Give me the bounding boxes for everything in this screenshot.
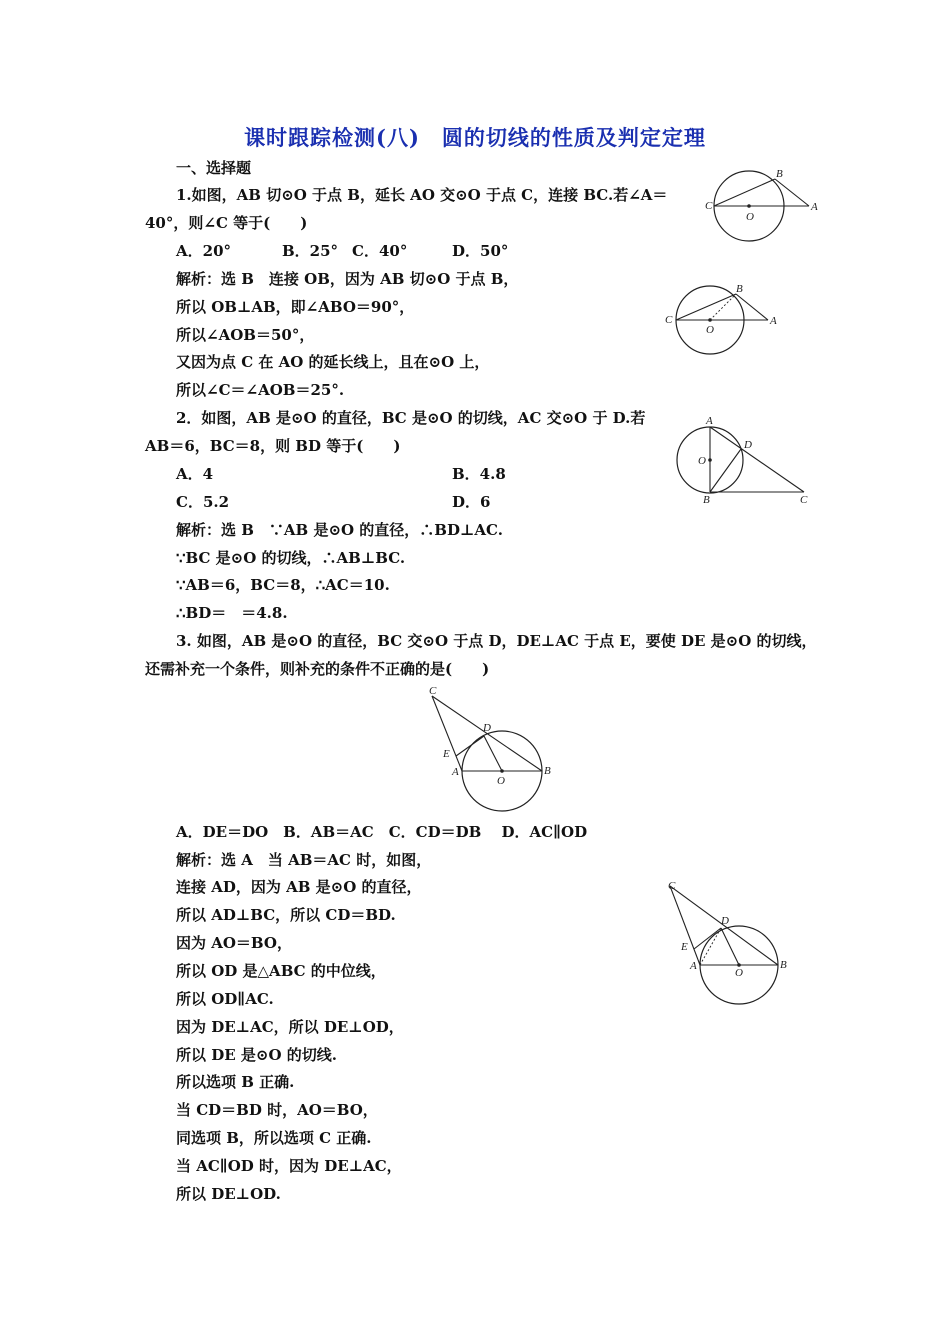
label-o: O bbox=[698, 455, 706, 467]
q2-option-c: C．5.2 bbox=[176, 493, 230, 511]
label-o: O bbox=[746, 211, 754, 223]
q3-stem-line2: 还需补充一个条件，则补充的条件不正确的是( ) bbox=[145, 660, 490, 678]
q3-solution-line: 所以 DE⊥OD. bbox=[176, 1185, 281, 1203]
label-e: E bbox=[681, 941, 688, 953]
section-heading: 一、选择题 bbox=[176, 159, 252, 177]
q1-figure bbox=[700, 162, 825, 246]
q2-option-d: D．6 bbox=[452, 493, 491, 511]
label-d: D bbox=[744, 439, 752, 451]
q2-solution-line: ∵AB＝6，BC＝8，∴AC＝10. bbox=[176, 576, 390, 594]
q3-solution-line: 当 AC∥OD 时，因为 DE⊥AC， bbox=[176, 1157, 402, 1175]
label-d: D bbox=[721, 915, 729, 927]
q3-solution-line: 所以选项 B 正确. bbox=[176, 1073, 295, 1091]
q3-stem-line1: 3. 如图，AB 是⊙O 的直径，BC 交⊙O 于点 D，DE⊥AC 于点 E，要使 DE 是⊙O 的切线， bbox=[176, 632, 817, 650]
q1-stem-line2: 40°，则∠C 等于( ) bbox=[145, 214, 308, 232]
label-a: A bbox=[770, 315, 777, 327]
q3-solution-line: 同选项 B，所以选项 C 正确. bbox=[176, 1129, 372, 1147]
q2-stem-line1: 2．如图，AB 是⊙O 的直径，BC 是⊙O 的切线，AC 交⊙O 于 D.若 bbox=[176, 409, 646, 427]
q1-solution-figure bbox=[658, 278, 783, 362]
q3-solution-line: 所以 OD 是△ABC 的中位线， bbox=[176, 962, 386, 980]
q3-solution-line: 所以 OD∥AC. bbox=[176, 990, 274, 1008]
label-d: D bbox=[483, 722, 491, 734]
label-o: O bbox=[497, 775, 505, 787]
label-e: E bbox=[443, 748, 450, 760]
q3-solution-line: 所以 DE 是⊙O 的切线. bbox=[176, 1046, 337, 1064]
page-title: 课时跟踪检测(八) 圆的切线的性质及判定定理 bbox=[244, 125, 706, 150]
label-o: O bbox=[735, 967, 743, 979]
label-a: A bbox=[706, 415, 713, 427]
q1-solution-line: 所以∠AOB＝50°， bbox=[176, 326, 315, 344]
label-c: C bbox=[665, 314, 673, 326]
label-a: A bbox=[811, 201, 818, 213]
q1-option-c: C．40° bbox=[352, 242, 408, 260]
q3-solution-figure bbox=[660, 876, 800, 1008]
q3-options: A．DE＝DO B．AB＝AC C．CD＝DB D．AC∥OD bbox=[176, 823, 588, 841]
q1-option-a: A．20° bbox=[176, 242, 232, 260]
label-b: B bbox=[776, 168, 783, 180]
q3-solution-line: 解析：选 A 当 AB＝AC 时，如图， bbox=[176, 851, 432, 869]
q1-option-b: B．25° bbox=[282, 242, 339, 260]
q2-solution-line: ∴BD＝ ＝4.8. bbox=[176, 604, 288, 622]
q2-solution-line: ∵BC 是⊙O 的切线，∴AB⊥BC. bbox=[176, 549, 406, 567]
label-c: C bbox=[800, 494, 808, 506]
q1-solution-line: 解析：选 B 连接 OB，因为 AB 切⊙O 于点 B， bbox=[176, 270, 519, 288]
q3-solution-line: 因为 AO＝BO， bbox=[176, 934, 292, 952]
label-c: C bbox=[429, 685, 437, 697]
q3-solution-line: 当 CD＝BD 时，AO＝BO， bbox=[176, 1101, 378, 1119]
label-b: B bbox=[703, 494, 710, 506]
q2-figure bbox=[670, 412, 815, 508]
q3-solution-line: 因为 DE⊥AC，所以 DE⊥OD， bbox=[176, 1018, 404, 1036]
q2-option-b: B．4.8 bbox=[452, 465, 506, 483]
label-b: B bbox=[780, 959, 787, 971]
q1-stem-line1: 1.如图，AB 切⊙O 于点 B，延长 AO 交⊙O 于点 C，连接 BC.若∠A＝ bbox=[176, 186, 668, 204]
label-o: O bbox=[706, 324, 714, 336]
label-b: B bbox=[544, 765, 551, 777]
q1-solution-line: 所以∠C＝∠AOB＝25°. bbox=[176, 381, 345, 399]
label-c: C bbox=[668, 880, 676, 892]
label-c: C bbox=[705, 200, 713, 212]
label-a: A bbox=[452, 766, 459, 778]
q2-solution-line: 解析：选 B ∵AB 是⊙O 的直径，∴BD⊥AC. bbox=[176, 521, 503, 539]
q2-stem-line2: AB＝6，BC＝8，则 BD 等于( ) bbox=[145, 437, 401, 455]
q1-solution-line: 所以 OB⊥AB，即∠ABO＝90°， bbox=[176, 298, 415, 316]
label-a: A bbox=[690, 960, 697, 972]
q2-option-a: A．4 bbox=[176, 465, 214, 483]
q1-solution-line: 又因为点 C 在 AO 的延长线上，且在⊙O 上， bbox=[176, 353, 490, 371]
q3-figure bbox=[418, 684, 558, 816]
label-b: B bbox=[736, 283, 743, 295]
q1-option-d: D．50° bbox=[452, 242, 509, 260]
q3-solution-line: 所以 AD⊥BC，所以 CD＝BD. bbox=[176, 906, 396, 924]
q3-solution-line: 连接 AD，因为 AB 是⊙O 的直径， bbox=[176, 878, 422, 896]
